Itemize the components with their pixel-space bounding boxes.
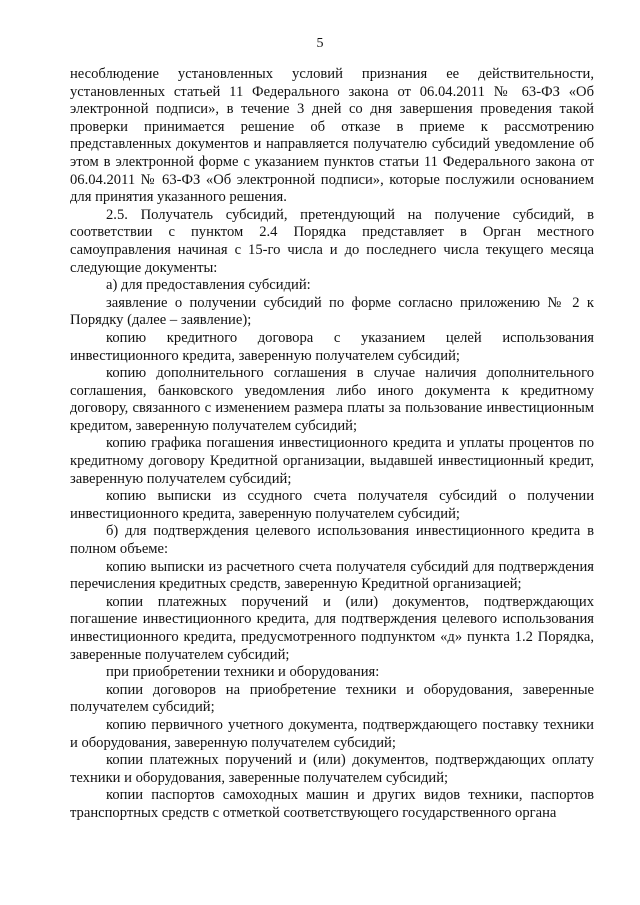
paragraph-continuation: несоблюдение установленных условий признания ее действительности, установленных статьей 11 Федерального закона от 06.04.2011 № 63-ФЗ «Об электронной подписи», в течение 3 дней со дня завершения проведения такой проверки принимается решение об отказе в приеме к рассмотрению представленных документов и направляется получателю субсидий уведомление об этом в электронной форме с указанием пунктов статьи 11 Федерального закона от 06.04.2011 № 63-ФЗ «Об электронной подписи», которые послужили основанием для принятия указанного решения. (70, 66, 594, 206)
page-number: 5 (316, 36, 324, 51)
paragraph-loan-account-statement: копию выписки из ссудного счета получателя субсидий о получении инвестиционного кредита, заверенную получателем субсидий; (70, 488, 594, 522)
paragraph-clause-2-5: 2.5. Получатель субсидий, претендующий на получение субсидий, в соответствии с пунктом 2.4 Порядка представляет в Орган местного самоуправления начиная с 15-го числа и до последнего числа текущего месяца следующие документы: (70, 206, 594, 276)
paragraph-primary-document: копию первичного учетного документа, подтверждающего поставку техники и оборудования, заверенную получателем субсидий; (70, 716, 594, 751)
paragraph-subitem-a: а) для предоставления субсидий: (106, 277, 311, 294)
document-body (70, 66, 594, 823)
paragraph-subitem-b: б) для подтверждения целевого использования инвестиционного кредита в полном объеме: (70, 523, 594, 558)
paragraph-equipment-purchase: при приобретении техники и оборудования: (106, 664, 380, 681)
paragraph-payment-orders-loan: копии платежных поручений и (или) документов, подтверждающих погашение инвестиционного кредита, для подтверждения целевого использования инвестиционного кредита, предусмотренного подпунктом «д» пункта 1.2 Порядка, заверенные получателем субсидий; (70, 593, 594, 663)
paragraph-purchase-contracts: копии договоров на приобретение техники и оборудования, заверенные получателем субсидий; (70, 681, 594, 716)
paragraph-settlement-account-statement: копию выписки из расчетного счета получателя субсидий для подтверждения перечисления кредитных средств, заверенную Кредитной организацией; (70, 558, 594, 593)
paragraph-supplementary-agreement: копию дополнительного соглашения в случае наличия дополнительного соглашения, банковского уведомления либо иного документа к кредитному договору, связанного с изменением размера платы за пользование инвестиционным кредитом, заверенную получателем субсидий; (70, 365, 594, 434)
paragraph-loan-agreement: копию кредитного договора с указанием целей использования инвестиционного кредита, заверенную получателем субсидий; (70, 329, 594, 364)
paragraph-application: заявление о получении субсидий по форме согласно приложению № 2 к Порядку (далее – заявление); (70, 294, 594, 329)
paragraph-payment-orders-equipment: копии платежных поручений и (или) документов, подтверждающих оплату техники и оборудования, заверенные получателем субсидий; (70, 752, 594, 786)
paragraph-repayment-schedule: копию графика погашения инвестиционного кредита и уплаты процентов по кредитному договору Кредитной организации, выдавшей инвестиционный кредит, заверенную получателем субсидий; (70, 435, 594, 487)
paragraph-vehicle-passports: копии паспортов самоходных машин и других видов техники, паспортов транспортных средств с отметкой соответствующего государственного органа (70, 787, 594, 821)
